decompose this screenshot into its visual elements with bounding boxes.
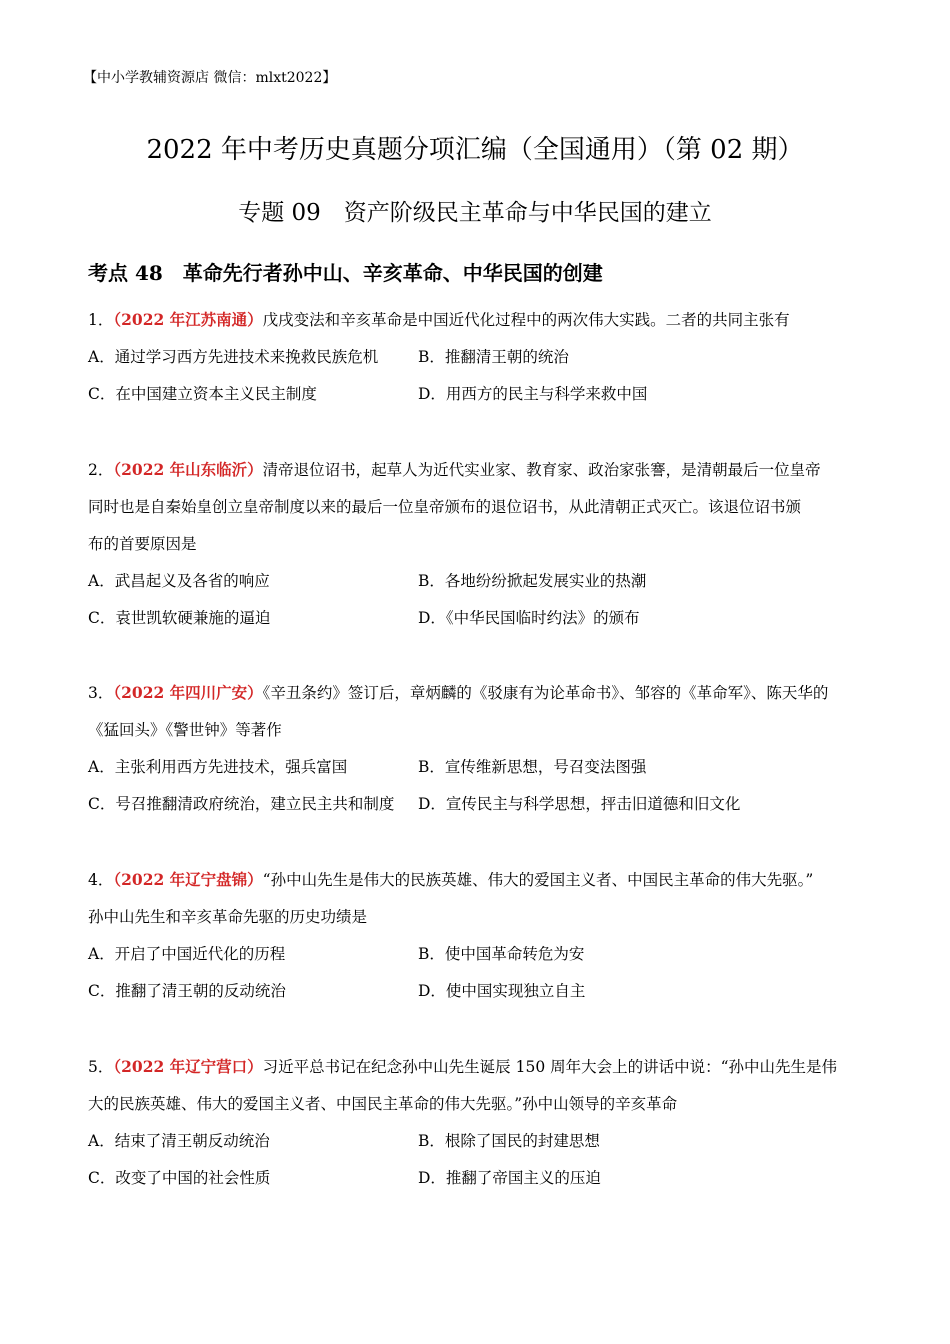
question-3 [88,674,868,823]
question-source: （2022 年山东临沂） [113,460,263,479]
question-1 [88,301,868,413]
document-title: 2022 年中考历史真题分项汇编（全国通用）（第 02 期） [146,135,804,165]
document-subtitle: 专题 09 资产阶级民主革命与中华民国的建立 [238,200,712,226]
question-stem [88,861,868,899]
question-stem [88,301,868,339]
option-a[interactable]: A．武昌起义及各省的响应 [88,572,270,590]
question-5 [88,1048,868,1197]
question-text: 布的首要原因是 [88,535,197,553]
option-c[interactable]: C．推翻了清王朝的反动统治 [88,982,286,1000]
question-stem [88,674,868,712]
option-d[interactable]: D．宣传民主与科学思想，抨击旧道德和旧文化 [418,795,741,813]
section-title: 考点 48 革命先行者孙中山、辛亥革命、中华民国的创建 [88,261,603,285]
option-b[interactable]: B．推翻清王朝的统治 [418,348,569,366]
question-text: 《猛回头》《警世钟》等著作 [88,721,282,739]
option-b[interactable]: B．各地纷纷掀起发展实业的热潮 [418,572,647,590]
option-d[interactable]: D．使中国实现独立自主 [418,982,586,1000]
option-d[interactable]: D．《中华民国临时约法》的颁布 [418,609,640,627]
question-number: 2． [88,461,114,479]
option-c[interactable]: C．改变了中国的社会性质 [88,1169,271,1187]
question-stem [88,451,868,489]
header-note: 【中小学教辅资源店 微信：mlxt2022】 [83,70,337,86]
question-text: 《辛丑条约》签订后，章炳麟的《驳康有为论革命书》、邹容的《革命军》、陈天华的 [262,684,829,702]
option-a[interactable]: A．通过学习西方先进技术来挽救民族危机 [88,348,379,366]
question-text: 孙中山先生和辛亥革命先驱的历史功绩是 [88,908,368,926]
question-number: 4． [88,871,114,889]
question-text: 大的民族英雄、伟大的爱国主义者、中国民主革命的伟大先驱。”孙中山领导的辛亥革命 [88,1095,678,1113]
question-source: （2022 年辽宁盘锦） [113,870,263,889]
question-number: 5． [88,1058,114,1076]
question-source: （2022 年四川广安） [113,683,263,702]
question-text: 戊戌变法和辛亥革命是中国近代化过程中的两次伟大实践。二者的共同主张有 [262,311,790,329]
question-2 [88,451,868,637]
option-d[interactable]: D．推翻了帝国主义的压迫 [418,1169,601,1187]
option-b[interactable]: B．宣传维新思想，号召变法图强 [418,758,647,776]
question-text: 同时也是自秦始皇创立皇帝制度以来的最后一位皇帝颁布的退位诏书，从此清朝正式灭亡。该退位诏书颁 [88,498,802,516]
question-source: （2022 年辽宁营口） [113,1057,263,1076]
question-text: “孙中山先生是伟大的民族英雄、伟大的爱国主义者、中国民主革命的伟大先驱。” [262,871,814,889]
question-number: 3． [88,684,114,702]
question-source: （2022 年江苏南通） [113,310,263,329]
option-c[interactable]: C．在中国建立资本主义民主制度 [88,385,317,403]
option-c[interactable]: C．号召推翻清政府统治，建立民主共和制度 [88,795,395,813]
option-b[interactable]: B．使中国革命转危为安 [418,945,585,963]
question-text: 习近平总书记在纪念孙中山先生诞辰 150 周年大会上的讲话中说：“孙中山先生是伟 [262,1058,838,1076]
question-number: 1． [88,311,114,329]
option-d[interactable]: D．用西方的民主与科学来救中国 [418,385,648,403]
question-stem [88,1048,868,1086]
question-text: 清帝退位诏书，起草人为近代实业家、教育家、政治家张謇，是清朝最后一位皇帝 [262,461,821,479]
question-4 [88,861,868,1010]
option-a[interactable]: A．开启了中国近代化的历程 [88,945,286,963]
option-b[interactable]: B．根除了国民的封建思想 [418,1132,600,1150]
option-c[interactable]: C．袁世凯软硬兼施的逼迫 [88,609,271,627]
option-a[interactable]: A．主张利用西方先进技术，强兵富国 [88,758,348,776]
option-a[interactable]: A．结束了清王朝反动统治 [88,1132,270,1150]
